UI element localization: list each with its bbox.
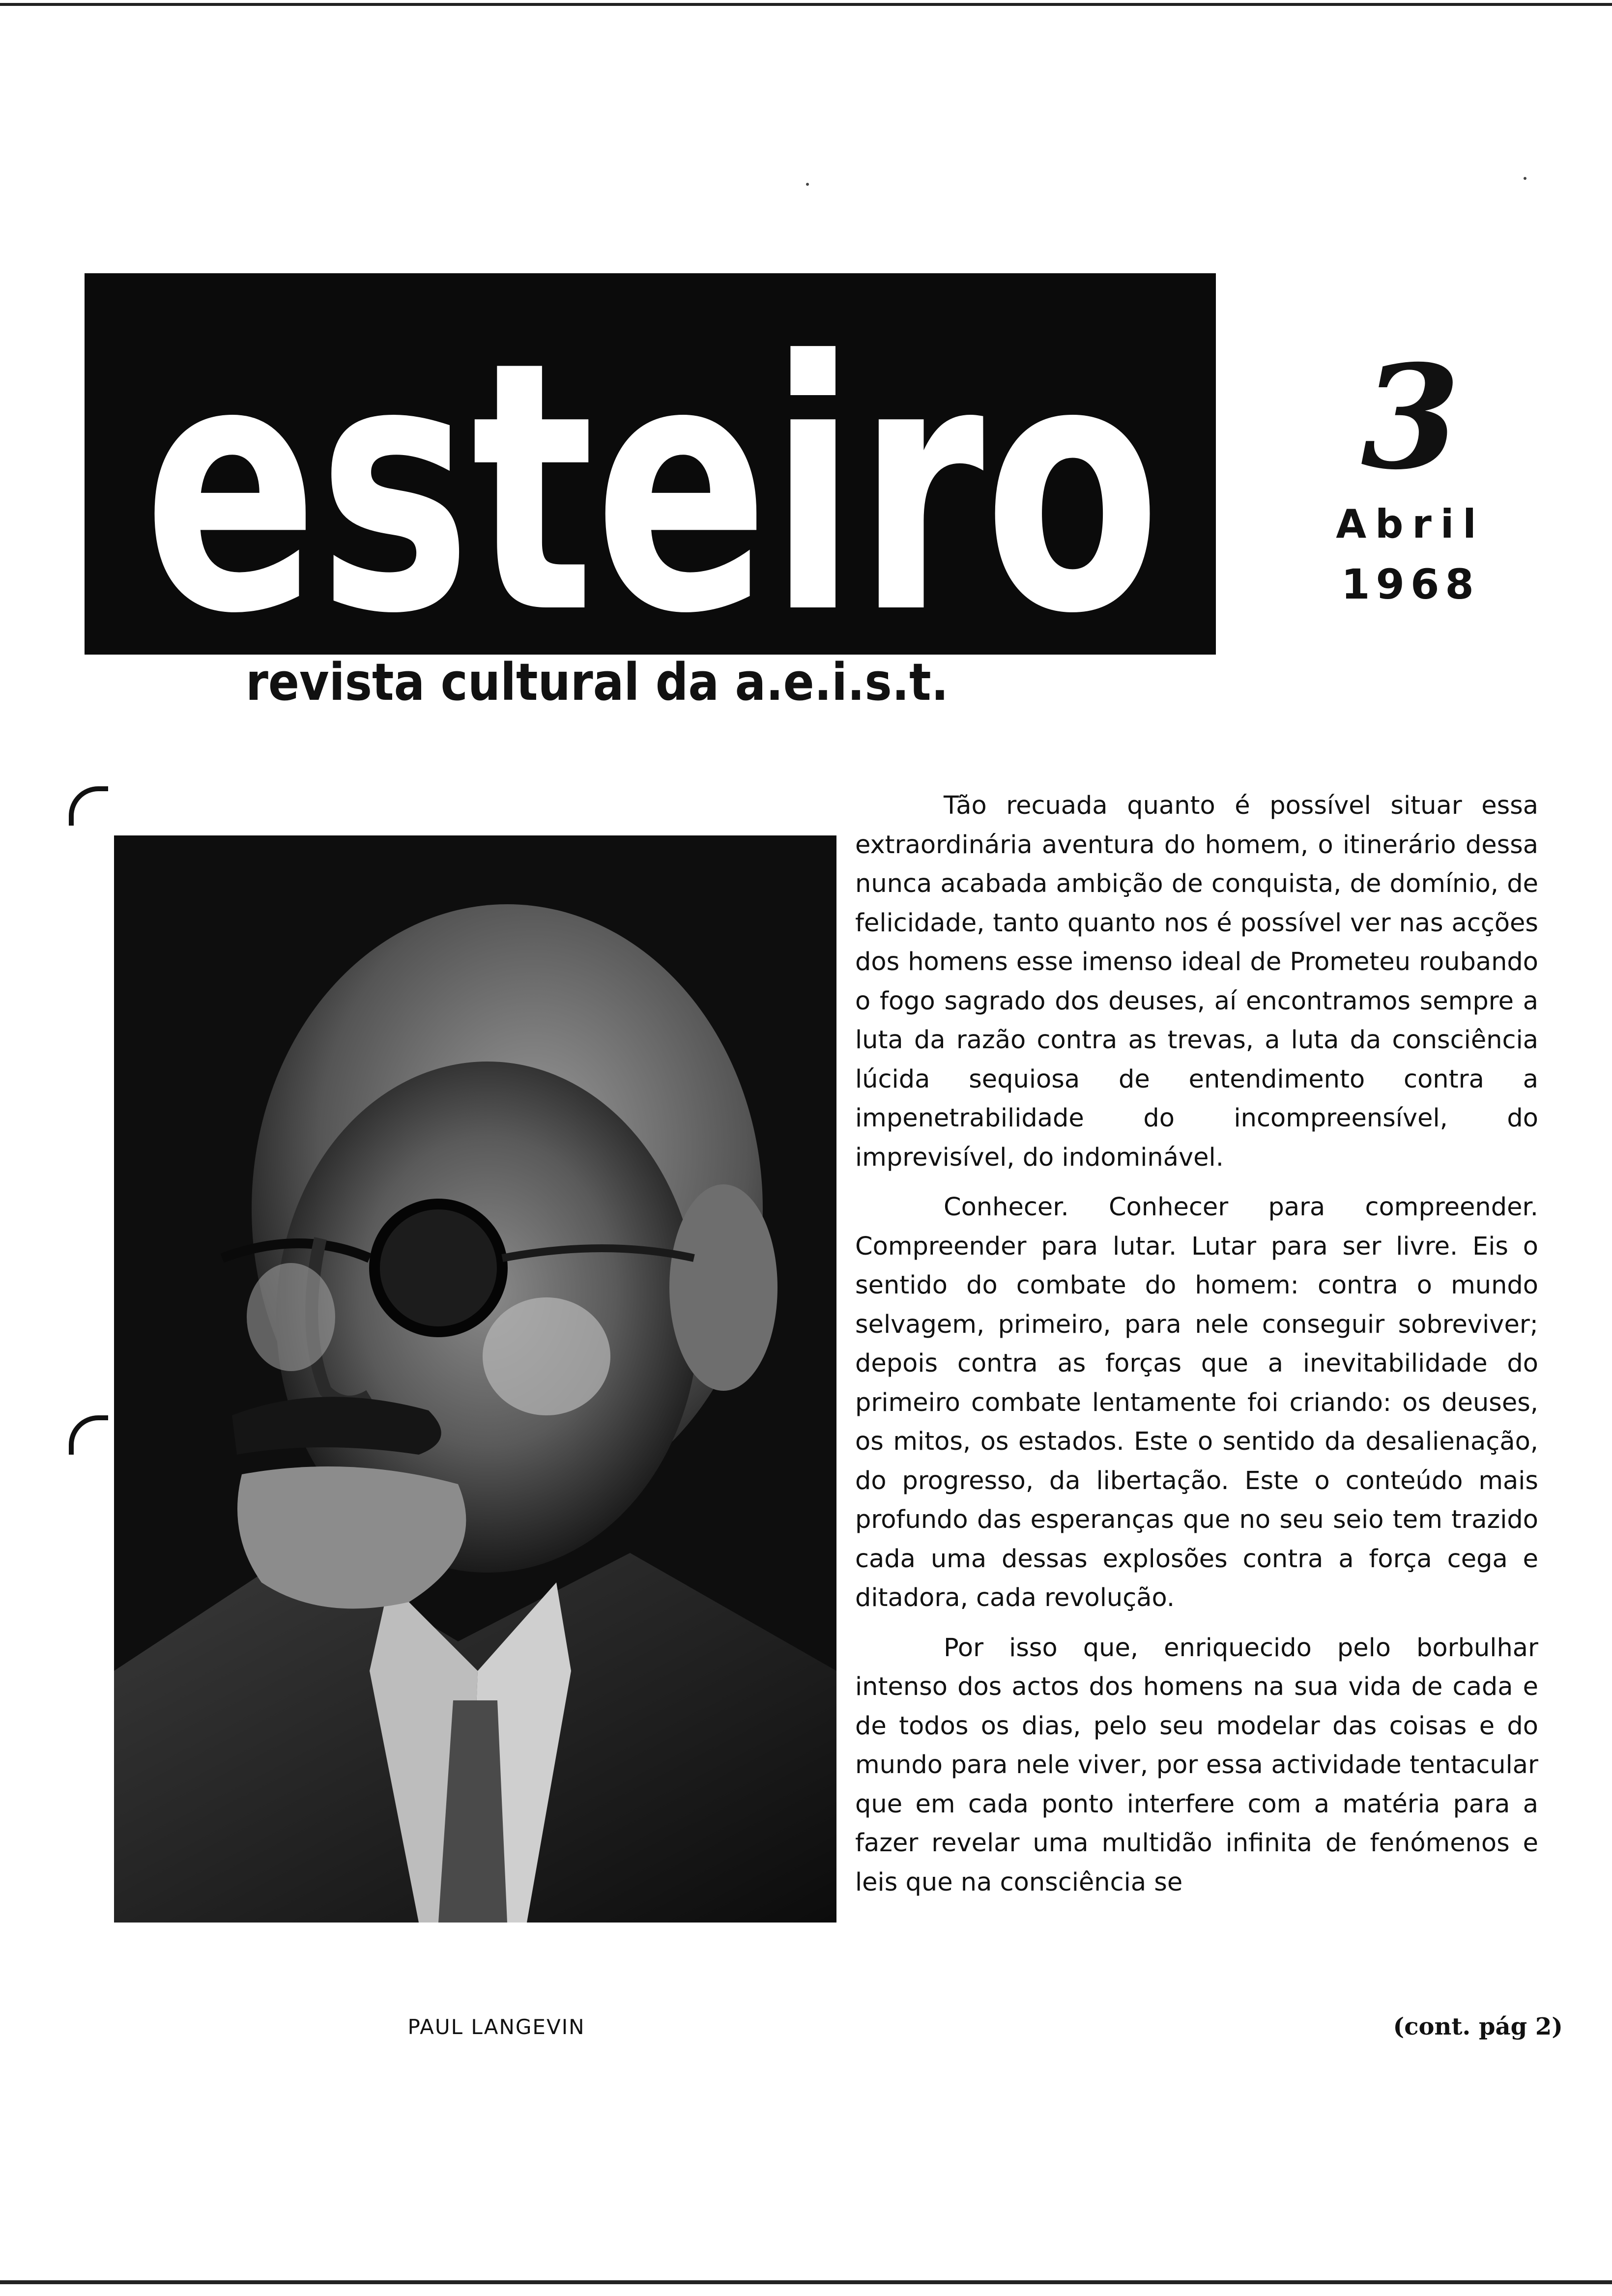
glasses-lens	[374, 1204, 502, 1332]
print-speck	[806, 183, 809, 186]
article-paragraph: Tão recuada quanto é possível situar essa extraordinária aventura do homem, o itinerário dessa nunca acabada ambição de conquista, de domínio, de felicidade, tanto quanto nos é possível ver nas acções dos homens esse imenso ideal de Prometeu roubando o fogo sagrado dos deuses, aí encontramos sempre a luta da razão contra as trevas, a luta da consciência lúcida sequiosa de entendimento contra a impenetrabilidade do incompreensível, do imprevisível, do indominável.	[855, 791, 1538, 1172]
article-paragraph: Por isso que, enriquecido pelo borbulhar intenso dos actos dos homens na sua vida de cada e de todos os dias, pelo seu modelar das coisas e do mundo para nele viver, por essa actividade tentacular que em cada ponto interfere com a matéria para a fazer revelar uma multidão infinita de fenómenos e leis que na consciência se	[855, 1633, 1538, 1897]
continued-note: (cont. pág 2)	[1393, 2013, 1563, 2040]
article-paragraph: Conhecer. Conhecer para compreender. Compreender para lutar. Lutar para ser livre. Eis o sentido do combate do homem: contra o mundo selvagem, primeiro, para nele conseguir sobreviver; depois contra as forças que a inevitabilidade do primeiro combate lentamente foi criando: os deuses, os mitos, os estados. Este o sentido da desalienação, do progresso, da libertação. Este o conteúdo mais profundo das esperanças que no seu seio tem trazido cada uma dessas explosões contra a força cega e ditadora, cada revolução.	[855, 1193, 1538, 1612]
masthead-subtitle	[246, 656, 953, 707]
issue-month: Abril	[1336, 501, 1485, 547]
top-border-rule	[0, 3, 1612, 6]
issue-year: 1968	[1341, 560, 1480, 608]
binder-mark	[69, 1415, 108, 1455]
binder-mark	[69, 786, 108, 826]
article-body	[855, 786, 1538, 1913]
masthead-subtitle-text: revista cultural da a.e.i.s.t.	[246, 656, 949, 707]
photo-caption: PAUL LANGEVIN	[407, 2015, 585, 2039]
bottom-border-rule	[0, 2280, 1612, 2284]
masthead-title-text: esteiro	[144, 293, 1161, 647]
portrait-photo	[114, 835, 836, 1923]
masthead-banner	[85, 273, 1216, 655]
print-speck	[1524, 177, 1526, 180]
issue-number: 3	[1361, 334, 1460, 501]
masthead-title	[144, 293, 1166, 647]
